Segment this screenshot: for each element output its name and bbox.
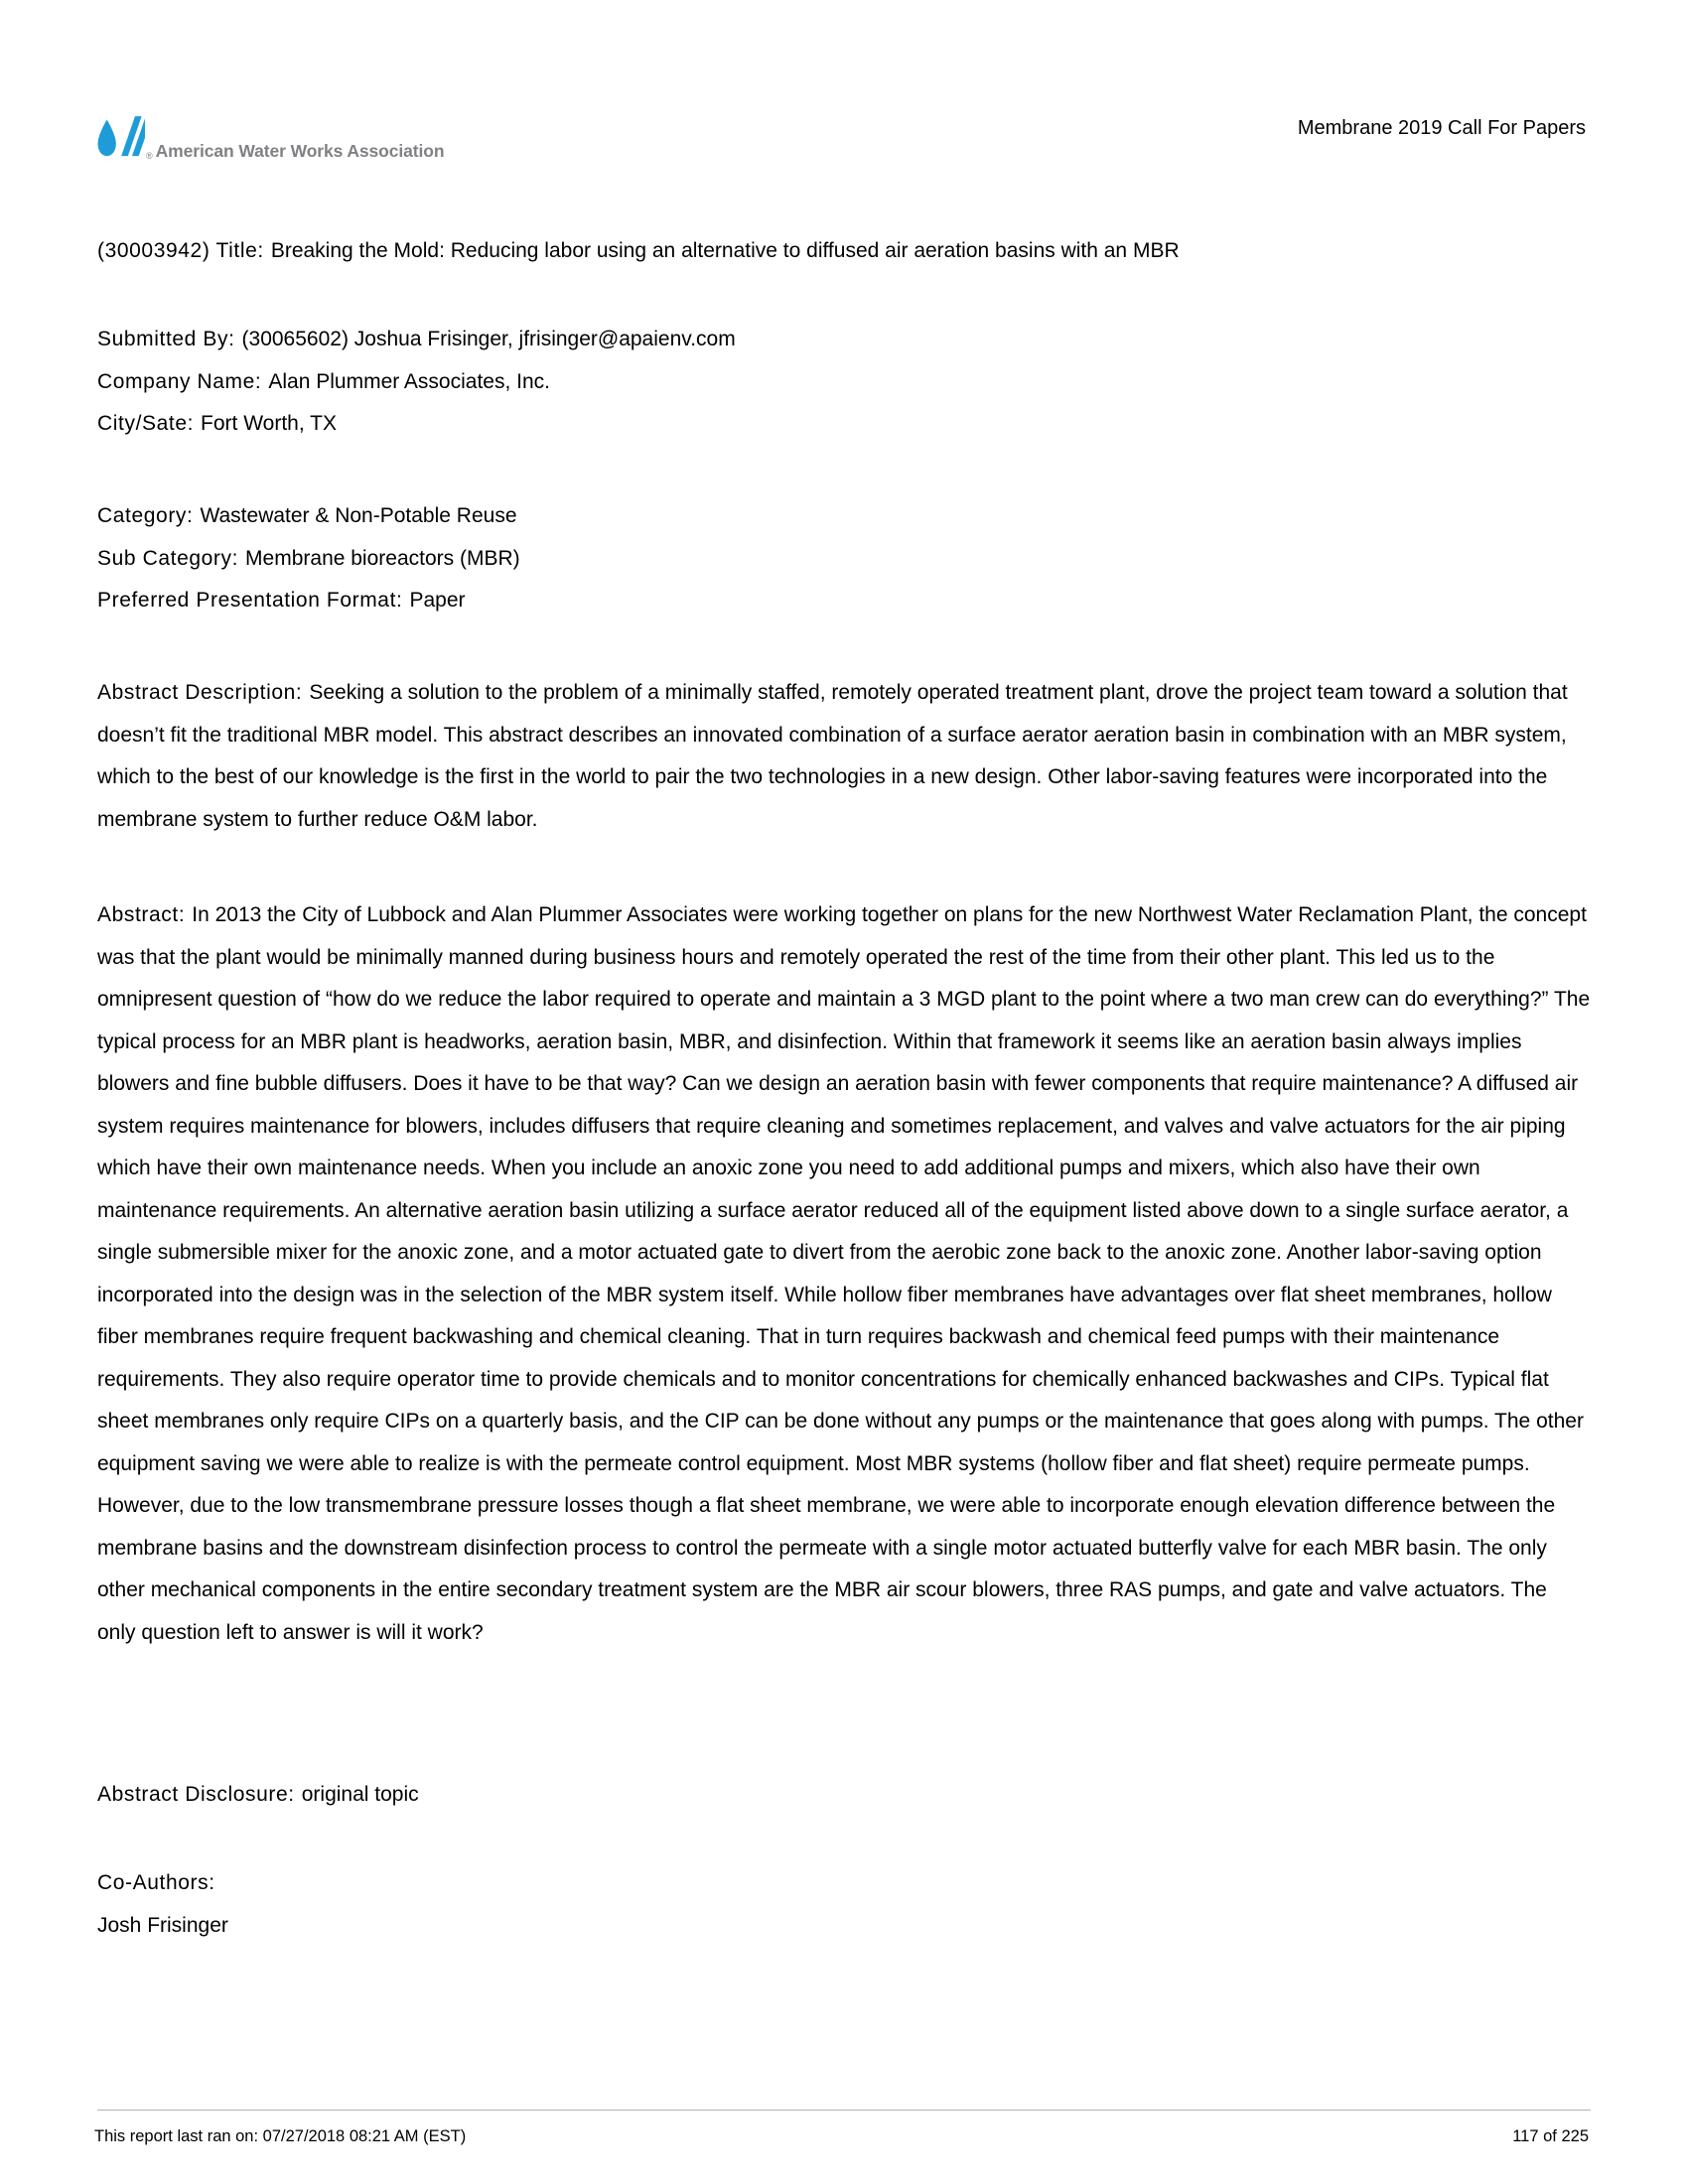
- company-name-row: [97, 361, 1591, 404]
- abstract-block: [97, 894, 1591, 1654]
- water-drop-shape: [98, 120, 116, 157]
- presentation-format-label: Preferred Presentation Format:: [97, 589, 403, 612]
- sub-category-row: [97, 538, 1591, 581]
- city-state-label: City/Sate:: [97, 412, 195, 435]
- city-state-value: Fort Worth, TX: [201, 412, 337, 435]
- company-name-value: Alan Plummer Associates, Inc.: [268, 369, 550, 393]
- submission-title-row: [97, 230, 1591, 273]
- abstract-label: Abstract:: [97, 903, 186, 926]
- company-name-label: Company Name:: [97, 369, 262, 393]
- coauthors-label-row: [97, 1862, 1591, 1905]
- registered-trademark-symbol: ®: [146, 151, 153, 161]
- footer-divider: [97, 2110, 1591, 2111]
- footer-page-number: 117 of 225: [1512, 2127, 1589, 2145]
- presentation-format-value: Paper: [409, 589, 466, 612]
- submission-id-title-label: (30003942) Title:: [97, 239, 264, 262]
- category-label: Category:: [97, 504, 194, 527]
- submitted-by-label: Submitted By:: [97, 328, 235, 350]
- abstract-description-paragraph: [97, 672, 1591, 841]
- abstract-paragraph: [97, 894, 1591, 1654]
- category-row: [97, 495, 1591, 538]
- city-state-row: [97, 403, 1591, 446]
- sub-category-value: Membrane bioreactors (MBR): [245, 546, 520, 570]
- coauthor-name: Josh Frisinger: [97, 1913, 228, 1937]
- submitted-by-row: [97, 319, 1591, 361]
- coauthors-block: [97, 1862, 1591, 1947]
- coauthors-label: Co-Authors:: [97, 1871, 215, 1894]
- sub-category-label: Sub Category:: [97, 546, 239, 570]
- awwa-logo-mark-icon: [95, 109, 145, 165]
- abstract-disclosure-value: original topic: [301, 1783, 419, 1806]
- awwa-logo: [95, 109, 444, 165]
- footer-last-ran: This report last ran on: 07/27/2018 08:21 AM (EST): [94, 2127, 467, 2145]
- submitter-info-block: [97, 319, 1591, 446]
- report-title: Membrane 2019 Call For Papers: [1297, 117, 1586, 139]
- presentation-format-row: [97, 580, 1591, 622]
- abstract-disclosure-label: Abstract Disclosure:: [97, 1783, 295, 1806]
- abstract-description-label: Abstract Description:: [97, 681, 303, 704]
- category-info-block: [97, 495, 1591, 622]
- submission-title-value: Breaking the Mold: Reducing labor using an alternative to diffused air aeration basins with an MBR: [270, 239, 1180, 262]
- abstract-description-block: [97, 672, 1591, 841]
- submitted-by-value: (30065602) Joshua Frisinger, jfrisinger@apaienv.com: [241, 328, 736, 350]
- abstract-text: In 2013 the City of Lubbock and Alan Plummer Associates were working together on plans for the new Northwest Water Reclamation Plant, the concept was that the plant would be minimally manned during business hours and remotely operated the rest of the time from their other plant. This led us to the omnipresent question of “how do we reduce the labor required to operate and maintain a 3 MGD plant to the point where a two man crew can do everything?” The typical process for an MBR plant is headworks, aeration basin, MBR, and disinfection. Within that framework it seems like an aeration basin always implies blowers and fine bubble diffusers. Does it have to be that way? Can we design an aeration basin with fewer components that require maintenance? A diffused air system requires maintenance for blowers, includes diffusers that require cleaning and sometimes replacement, and valves and valve actuators for the air piping which have their own maintenance needs. When you include an anoxic zone you need to add additional pumps and mixers, which also have their own maintenance requirements. An alternative aeration basin utilizing a surface aerator reduced all of the equipment listed above down to a single surface aerator, a single submersible mixer for the anoxic zone, and a motor actuated gate to divert from the aerobic zone back to the anoxic zone. Another labor-saving option incorporated into the design was in the selection of the MBR system itself. While hollow fiber membranes have advantages over flat sheet membranes, hollow fiber membranes require frequent backwashing and chemical cleaning. That in turn requires backwash and chemical feed pumps with their maintenance requirements. They also require operator time to provide chemicals and to monitor concentrations for chemically enhanced backwashes and CIPs. Typical flat sheet membranes only require CIPs on a quarterly basis, and the CIP can be done without any pumps or the maintenance that goes along with pumps. The other equipment saving we were able to realize is with the permeate control equipment. Most MBR systems (hollow fiber and flat sheet) require permeate pumps. However, due to the low transmembrane pressure losses though a flat sheet membrane, we were able to incorporate enough elevation difference between the membrane basins and the downstream disinfection process to control the permeate with a single motor actuated butterfly valve for each MBR basin. The only other mechanical components in the entire secondary treatment system are the MBR air scour blowers, three RAS pumps, and gate and valve actuators. The only question left to answer is will it work?: [97, 903, 1591, 1644]
- awwa-logo-text: American Water Works Association: [155, 141, 445, 161]
- category-value: Wastewater & Non-Potable Reuse: [200, 504, 517, 527]
- abstract-disclosure-row: [97, 1774, 1591, 1817]
- abstract-description-text: Seeking a solution to the problem of a minimally staffed, remotely operated treatment plant, drove the project team toward a solution that doesn’t fit the traditional MBR model. This abstract describes an innovated combination of a surface aerator aeration basin in combination with an MBR system, which to the best of our knowledge is the first in the world to pair the two technologies in a new design. Other labor-saving features were incorporated into the membrane system to further reduce O&M labor.: [97, 681, 1568, 831]
